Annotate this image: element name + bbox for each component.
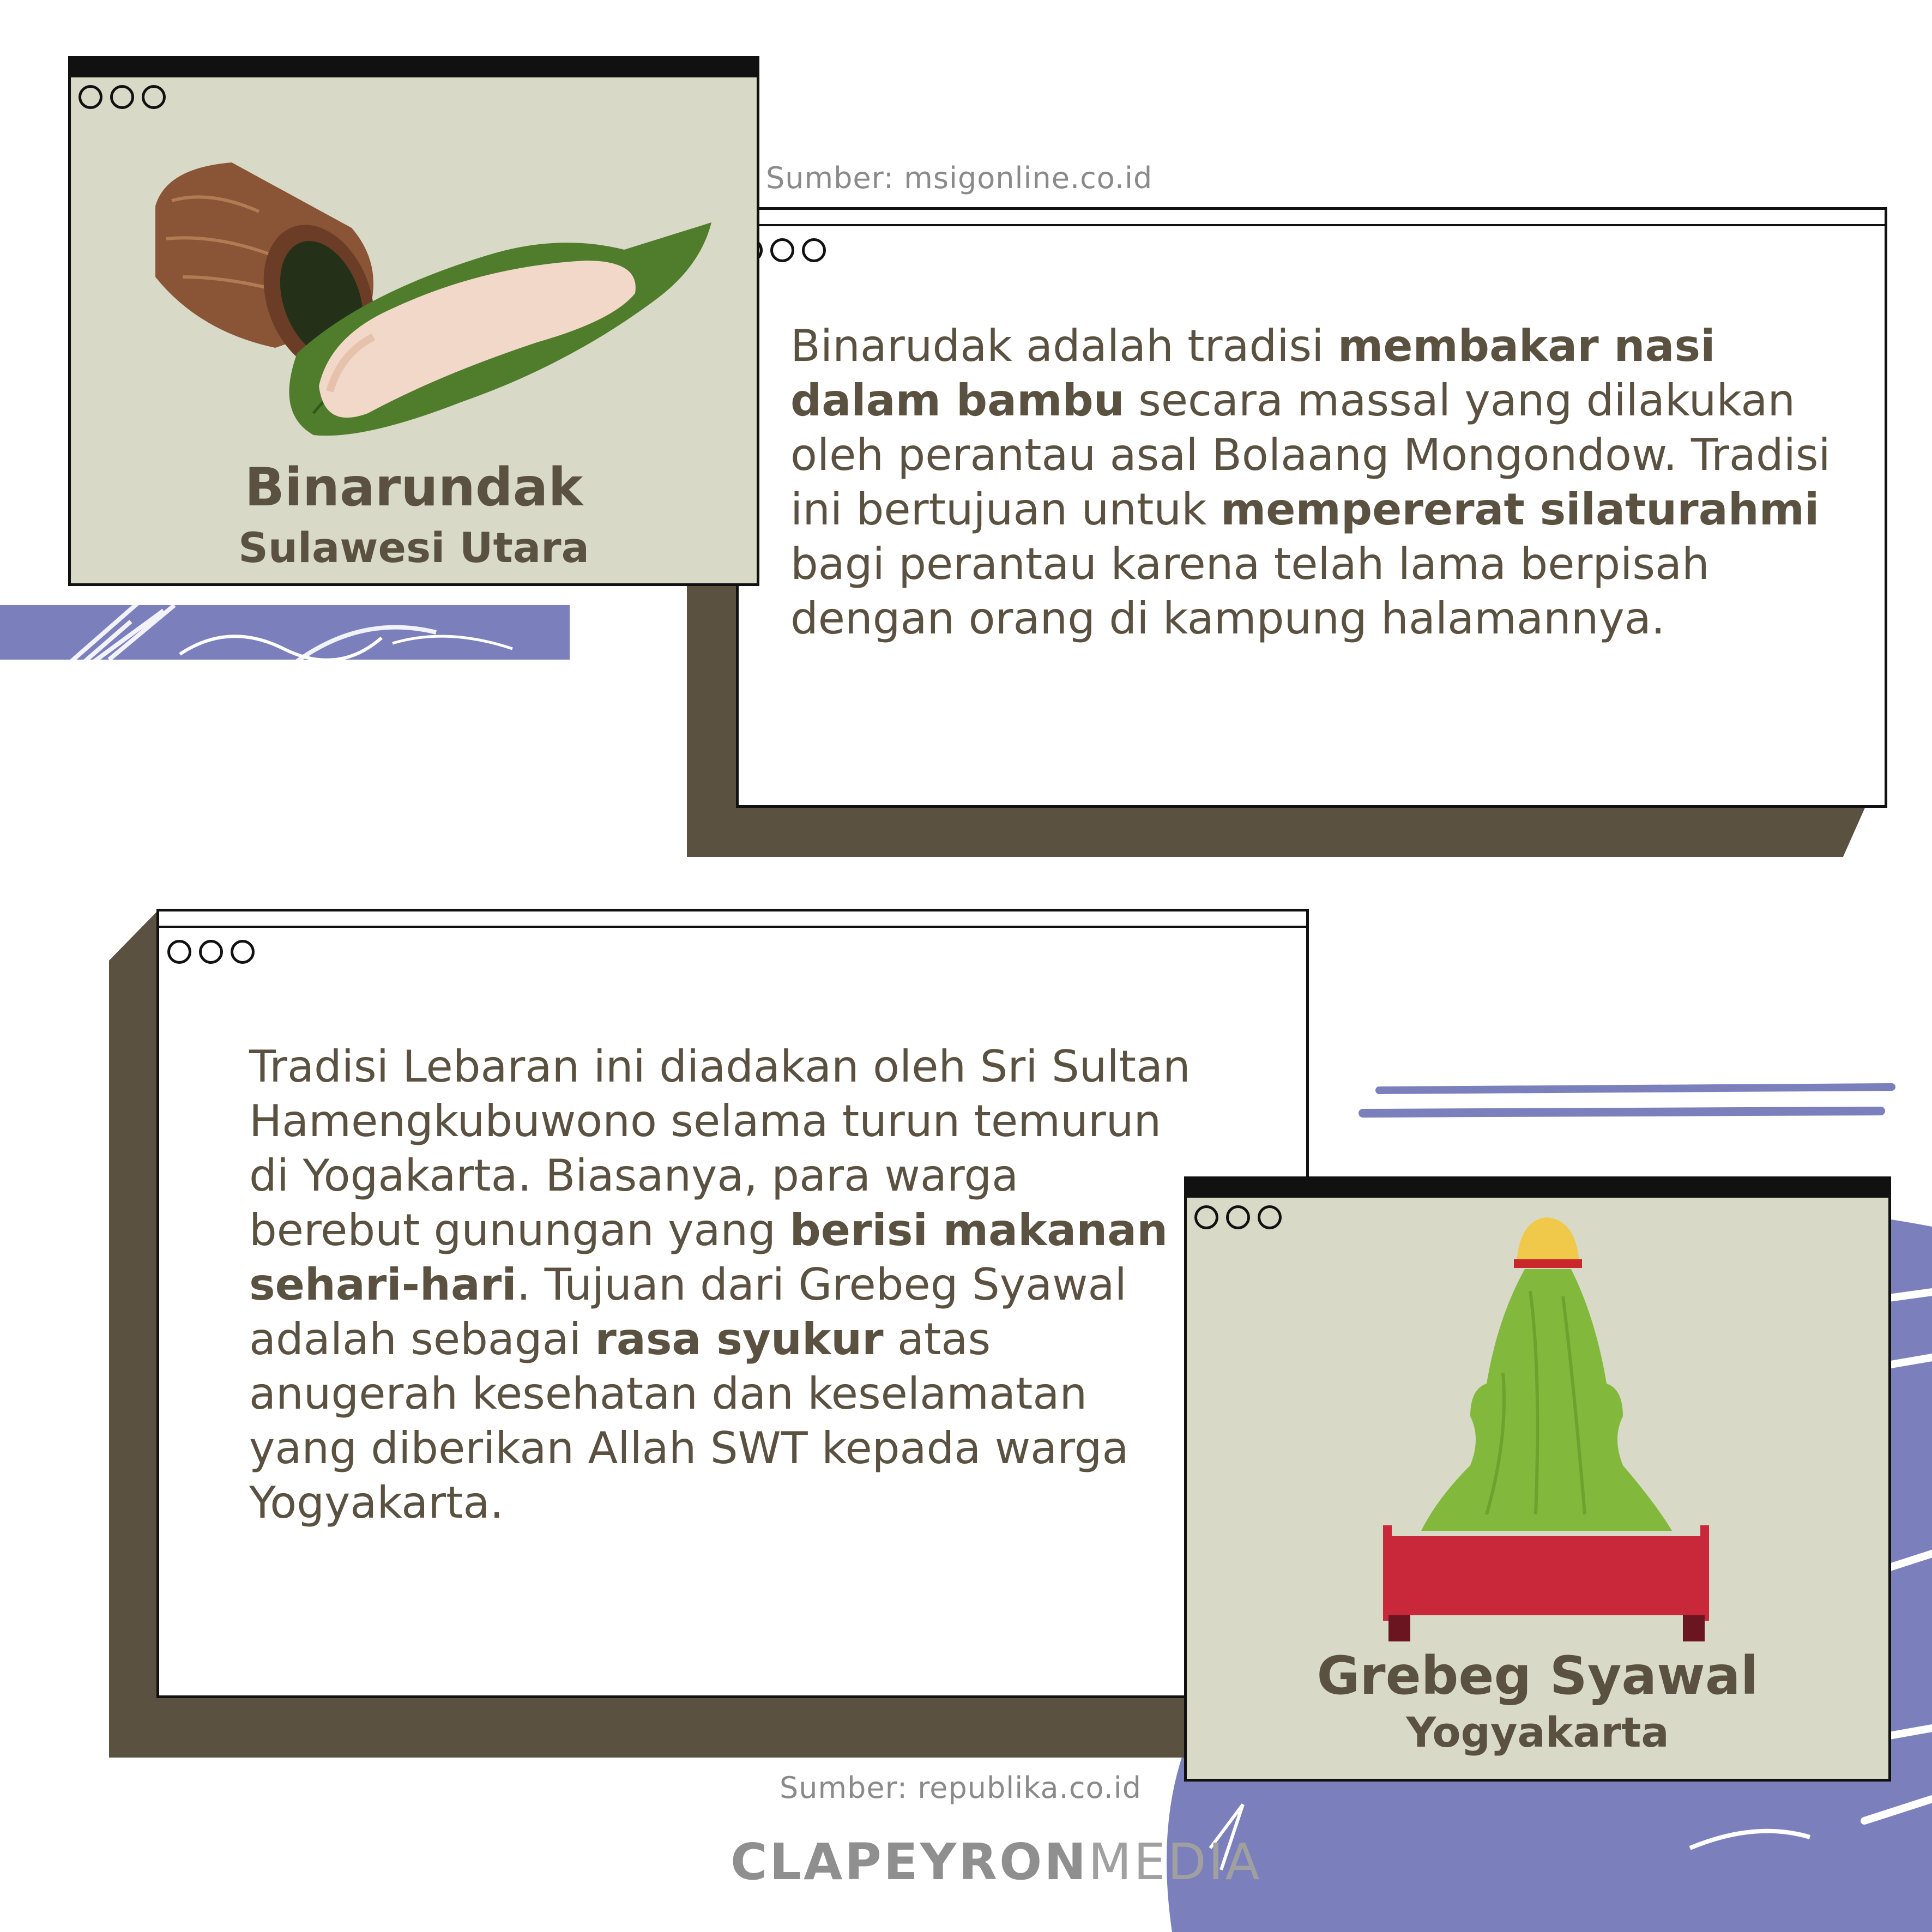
card-binarundak xyxy=(68,56,759,586)
window-title-bar xyxy=(159,911,1306,928)
window-controls xyxy=(79,85,166,109)
window-title-bar xyxy=(739,210,1885,226)
window-dot-icon xyxy=(142,85,166,109)
window-dot-icon xyxy=(110,85,134,109)
brand-footer xyxy=(714,1815,1262,1908)
card-title: Grebeg Syawal xyxy=(1317,1645,1759,1706)
card-grebeg xyxy=(1184,1176,1891,1782)
window-dot-icon xyxy=(199,940,223,964)
brand-name-bold: CLAPEYRON xyxy=(730,1832,1089,1891)
window-dot-icon xyxy=(167,940,191,964)
binarundak-description: Binarudak adalah tradisi membakar nasi dalam bambu secara massal yang dilakukan oleh perantau asal Bolaang Mongondow. Tradisi ini bertujuan untuk mempererat silaturahmi bagi perantau karena telah lama berpisah dengan orang di kampung halamannya. xyxy=(790,321,1831,644)
card-subtitle: Sulawesi Utara xyxy=(238,523,589,572)
window-title-bar xyxy=(71,59,757,77)
window-title-bar xyxy=(1187,1179,1888,1198)
source-label-top: Sumber: msigonline.co.id xyxy=(766,161,1153,195)
text-window-binarundak xyxy=(736,207,1887,808)
card-title: Binarundak xyxy=(244,457,583,518)
text-window-grebeg xyxy=(156,909,1309,1698)
window-controls xyxy=(167,940,255,964)
window-dot-icon xyxy=(770,238,794,262)
brand-name-light: MEDIA xyxy=(1088,1832,1262,1891)
window-dot-icon xyxy=(1194,1205,1218,1229)
brand-wordmark xyxy=(730,1833,1262,1891)
decor-blue-strokes-right xyxy=(1357,1079,1903,1128)
window-controls xyxy=(1194,1205,1282,1229)
source-label-bottom: Sumber: republika.co.id xyxy=(780,1771,1142,1805)
window-dot-icon xyxy=(231,940,255,964)
gunungan-illustration xyxy=(1367,1209,1726,1656)
window-dot-icon xyxy=(79,85,102,109)
window-dot-icon xyxy=(802,238,826,262)
card-subtitle: Yogyakarta xyxy=(1406,1708,1669,1756)
window-dot-icon xyxy=(1226,1205,1250,1229)
window-dot-icon xyxy=(1258,1205,1282,1229)
grebeg-description: Tradisi Lebaran ini diadakan oleh Sri Sultan Hamengkubuwono selama turun temurun di Yogakarta. Biasanya, para warga berebut gunungan yang berisi makanan sehari-hari. Tujuan dari Grebeg Syawal adalah sebagai rasa syukur atas anugerah kesehatan dan keselamatan yang diberikan Allah SWT kepada warga Yogyakarta. xyxy=(249,1041,1191,1528)
bamboo-rice-illustration xyxy=(134,157,711,462)
decor-blue-strokes-left xyxy=(0,589,578,698)
